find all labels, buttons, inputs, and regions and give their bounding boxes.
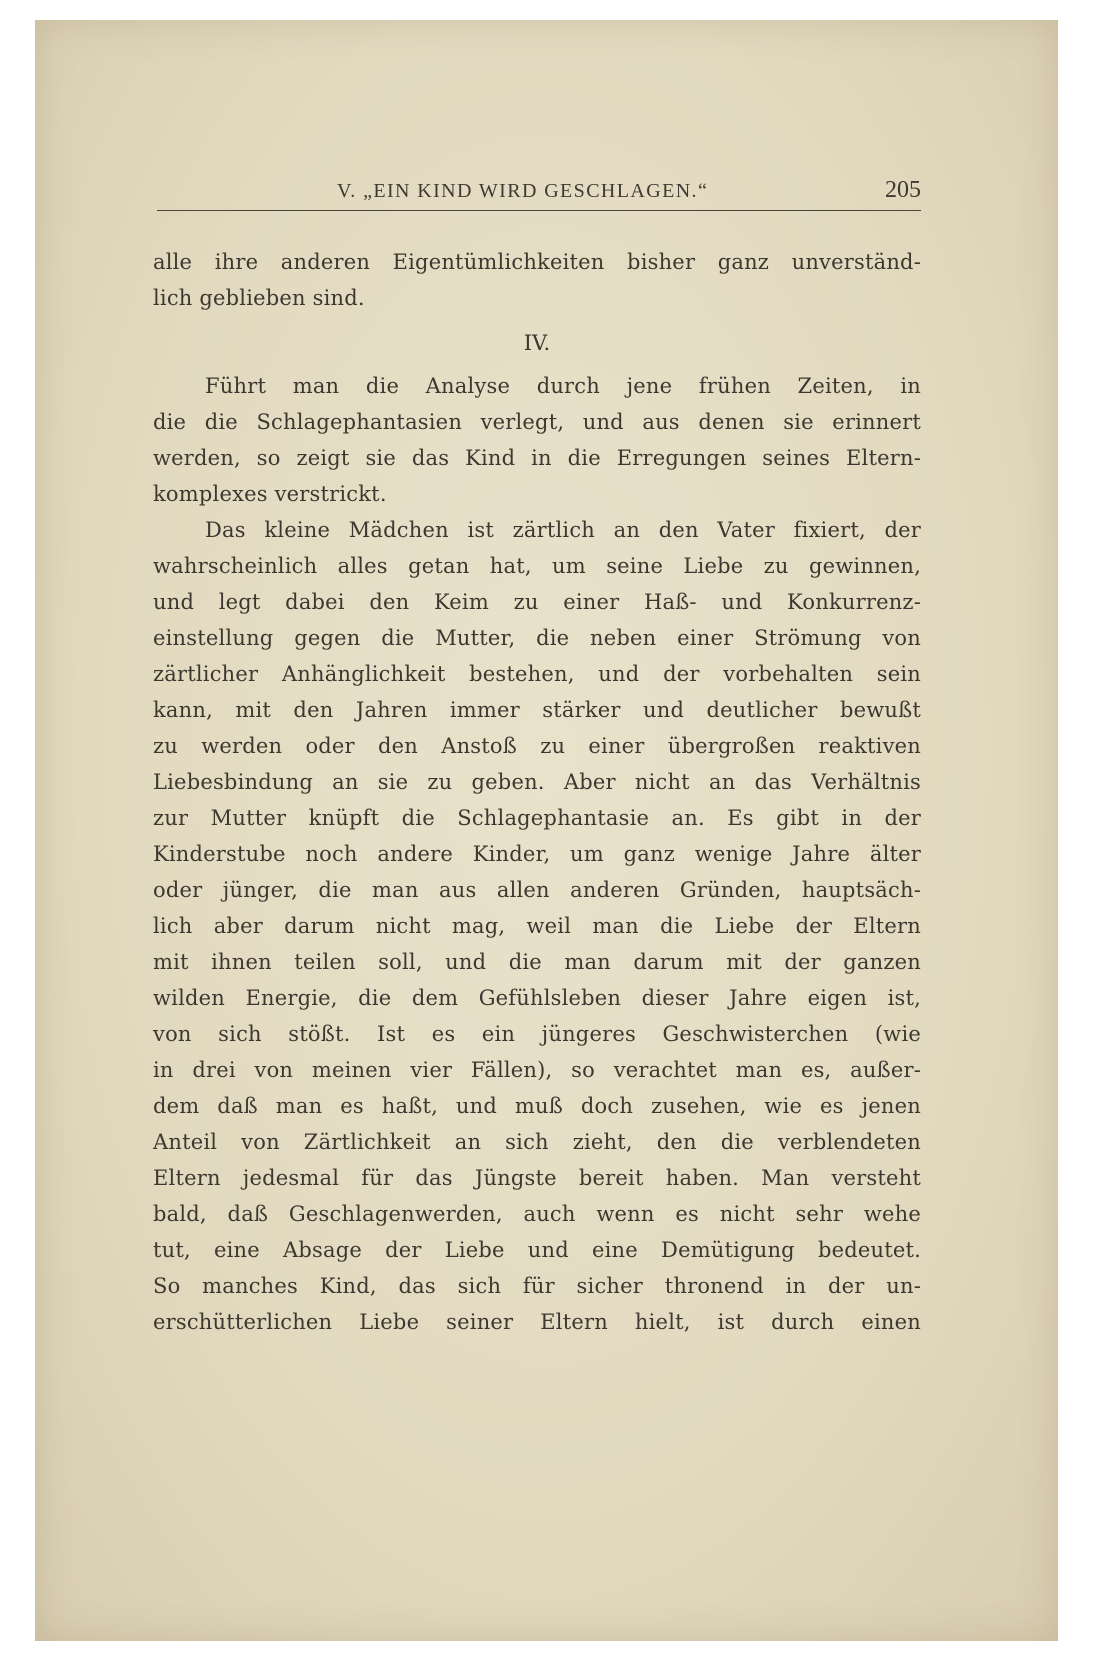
text-line: Eltern jedesmal für das Jüngste bereit haben. Man versteht (153, 1166, 921, 1190)
text-line: oder jünger, die man aus allen anderen Gründen, hauptsäch- (153, 878, 921, 902)
text-line: alle ihre anderen Eigentümlichkeiten bisher ganz unverständ- (153, 250, 921, 274)
text-line: So manches Kind, das sich für sicher thronend in der un- (153, 1274, 921, 1298)
text-line: tut, eine Absage der Liebe und eine Demütigung bedeutet. (153, 1238, 921, 1262)
section-heading: IV. (523, 331, 551, 355)
text-line: lich aber darum nicht mag, weil man die Liebe der Eltern (153, 914, 921, 938)
text-line: erschütterlichen Liebe seiner Eltern hielt, ist durch einen (153, 1310, 921, 1334)
paragraph-2 (153, 512, 921, 1340)
running-title: V. „EIN KIND WIRD GESCHLAGEN.“ (337, 180, 709, 202)
text-line: bald, daß Geschlagenwerden, auch wenn es nicht sehr wehe (153, 1202, 921, 1226)
text-line: lich geblieben sind. (153, 286, 365, 310)
text-line: Führt man die Analyse durch jene frühen Zeiten, in (205, 374, 921, 398)
text-line: zärtlicher Anhänglichkeit bestehen, und der vorbehalten sein (153, 662, 921, 686)
text-line: in drei von meinen vier Fällen), so verachtet man es, außer- (153, 1058, 921, 1082)
text-line: zu werden oder den Anstoß zu einer übergroßen reaktiven (153, 734, 921, 758)
text-line: wilden Energie, die dem Gefühlsleben dieser Jahre eigen ist, (153, 986, 921, 1010)
body-text (153, 244, 921, 1340)
text-line: von sich stößt. Ist es ein jüngeres Geschwisterchen (wie (153, 1022, 921, 1046)
text-line: Liebesbindung an sie zu geben. Aber nicht an das Verhältnis (153, 770, 921, 794)
text-line: zur Mutter knüpft die Schlagephantasie an. Es gibt in der (153, 806, 921, 830)
text-line: komplexes verstrickt. (153, 482, 387, 506)
book-page (35, 20, 1058, 1641)
text-line: wahrscheinlich alles getan hat, um seine Liebe zu gewinnen, (153, 554, 921, 578)
text-line: kann, mit den Jahren immer stärker und deutlicher bewußt (153, 698, 921, 722)
text-line: Das kleine Mädchen ist zärtlich an den Vater fixiert, der (205, 518, 921, 542)
text-line: die die Schlagephantasien verlegt, und aus denen sie erinnert (153, 410, 921, 434)
text-line: Anteil von Zärtlichkeit an sich zieht, den die verblendeten (153, 1130, 921, 1154)
text-line: Kinderstube noch andere Kinder, um ganz wenige Jahre älter (153, 842, 921, 866)
running-head (157, 177, 921, 211)
text-line: dem daß man es haßt, und muß doch zusehen, wie es jenen (153, 1094, 921, 1118)
text-line: und legt dabei den Keim zu einer Haß- und Konkurrenz- (153, 590, 921, 614)
text-line: einstellung gegen die Mutter, die neben einer Strömung von (153, 626, 921, 650)
text-line: werden, so zeigt sie das Kind in die Erregungen seines Eltern- (153, 446, 921, 470)
page-number: 205 (885, 177, 921, 203)
paragraph-1 (153, 368, 921, 512)
text-line: mit ihnen teilen soll, und die man darum mit der ganzen (153, 950, 921, 974)
